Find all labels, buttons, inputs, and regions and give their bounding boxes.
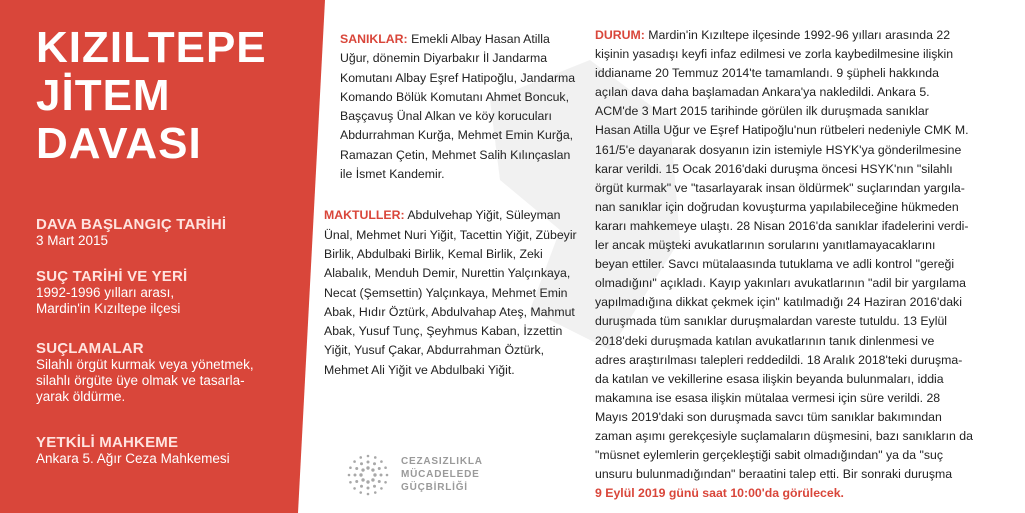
- next-hearing: 9 Eylül 2019 günü saat 10:00'da görülecek.: [595, 486, 844, 501]
- logo-dot: [386, 474, 389, 477]
- title-line: DAVASI: [36, 119, 202, 168]
- logo-dot: [373, 485, 376, 488]
- logo-dot: [354, 474, 357, 477]
- defendants-paragraph: [310, 30, 580, 184]
- victims-text: Abdulvehap Yiğit, Süleyman Ünal, Mehmet Nuri Yiğit, Tacettin Yiğit, Zübeyir Birlik, Abdulbaki Birlik, Kemal Birlik, Zeki Alabalık, Menduh Demir, Nurettin Yalçınkaya, Necat (Şemsettin) Yalçınkaya, Mehmet Emin Abak, Hıdır Öztürk, Abdulvahap Ateş, Mahmut Abak, Yusuf Tunç, Şeyhmus Kaban, İzzettin Yiğit, Yusuf Çakar, Abdurrahman Öztürk, Mehmet Ali Yiğit ve Abdulbaki Yiğit.: [324, 208, 577, 377]
- start-date-block: [36, 216, 306, 249]
- logo-dot: [378, 467, 381, 470]
- status-line: kişinin yasadışı keyfi infaz edilmesi ve zorla kaybedilmesine ilişkin: [595, 47, 954, 62]
- logo-dot: [371, 468, 374, 471]
- status-column: [595, 26, 1015, 503]
- logo-dot: [355, 480, 358, 483]
- crime-value-line: Mardin'in Kızıltepe ilçesi: [36, 301, 181, 316]
- logo-dot: [349, 481, 352, 484]
- next-hearing-line: [595, 484, 1015, 503]
- defendants-label: SANIKLAR:: [340, 32, 408, 46]
- status-line: adres araştırılması talepleri reddedildi. 18 Aralık 2018'teki duruşma-: [595, 352, 963, 367]
- status-line: unsuru bulunmadığından" beraatini talep etti. Bir sonraki duruşma: [595, 467, 953, 482]
- court-block: [36, 434, 306, 467]
- crime-block: [36, 268, 306, 317]
- middle-column: [310, 30, 580, 380]
- logo-dot: [371, 478, 374, 481]
- status-line: duruşmada tüm sanıklar duruşmalardan vareste tutuldu. 13 Eylül: [595, 314, 948, 329]
- logo-text: [401, 455, 483, 494]
- crime-value: [36, 285, 306, 317]
- logo-dot: [367, 455, 370, 458]
- logo-dot: [353, 487, 356, 490]
- logo-dot: [361, 468, 364, 471]
- title-line: JİTEM: [36, 71, 171, 120]
- charges-block: [36, 340, 306, 405]
- logo-dot: [378, 480, 381, 483]
- logo-dot: [367, 461, 370, 464]
- court-label: YETKİLİ MAHKEME: [36, 434, 179, 451]
- status-line: ler ancak müşteki avukatlarının sorularını yanıtlamayacaklarını: [595, 238, 936, 253]
- charges-label: SUÇLAMALAR: [36, 340, 144, 357]
- logo-dot: [355, 467, 358, 470]
- status-line: örgüt kurmak" ve "tasarlayarak insan öldürmek" suçlarından yargıla-: [595, 180, 965, 195]
- logo-dot: [359, 473, 362, 476]
- crime-label: SUÇ TARİHİ VE YERİ: [36, 268, 188, 285]
- status-line: iddianame 20 Temmuz 2014'te tamamlandı. 9 şüpheli hakkında: [595, 66, 939, 81]
- status-line: kararı mahkemeye ulaştı. 28 Nisan 2016'da sanıklar ifadelerini verdi-: [595, 218, 969, 233]
- status-line: Hasan Atilla Uğur ve Eşref Hatipoğlu'nun rütbeleri nedeniyle CMK M.: [595, 123, 969, 138]
- title-line: KIZILTEPE: [36, 23, 267, 72]
- logo-dot: [374, 456, 377, 459]
- status-label: DURUM:: [595, 28, 645, 42]
- crime-value-line: 1992-1996 yılları arası,: [36, 285, 175, 300]
- status-line: [595, 26, 1015, 45]
- logo-dot: [349, 466, 352, 469]
- logo-dot: [353, 460, 356, 463]
- status-lines: [595, 45, 1015, 484]
- dotted-circle-logo-icon: [345, 452, 391, 498]
- logo-line: GÜÇBİRLİĞİ: [401, 482, 468, 493]
- defendants-text: Emekli Albay Hasan Atilla Uğur, dönemin Diyarbakır İl Jandarma Komutanı Albay Eşref Hatipoğlu, Jandarma Komando Bölük Komutanı Ahmet Boncuk, Başçavuş Ünal Alkan ve köy korucuları Abdurrahman Kurğa, Mehmet Emin Kurğa, Ramazan Çetin, Mehmet Salih Kılınçaslan ile İsmet Kandemir.: [340, 32, 576, 182]
- charges-value-line: silahlı örgüte üye olmak ve tasarla-: [36, 373, 245, 388]
- start-date-label: DAVA BAŞLANGIÇ TARİHİ: [36, 216, 227, 233]
- logo-dot: [374, 491, 377, 494]
- status-line: 161/5'e dayanarak dosyanın izin istemiyle HSYK'ya gönderilmesine: [595, 142, 962, 157]
- victims-paragraph: [310, 206, 580, 380]
- logo-dot: [366, 480, 369, 483]
- status-line: zaman aşımı gerekçesiyle suçlamaların düşmesini, bazı sanıkların da: [595, 428, 973, 443]
- charges-value-line: yarak öldürme.: [36, 389, 126, 404]
- logo-line: CEZASIZLIKLA: [401, 456, 483, 467]
- logo: [345, 452, 515, 502]
- status-line: olmadığını" açıkladı. Kayıp yakınları avukatlarının "adil bir yargılama: [595, 276, 966, 291]
- status-line: "müsnet eylemlerin gerçekleştiği sabit olmadığından" ya da "suç: [595, 448, 944, 463]
- logo-dot: [367, 487, 370, 490]
- logo-dot: [380, 460, 383, 463]
- logo-dot: [359, 491, 362, 494]
- status-line: ACM'de 3 Mart 2015 tarihinde görülen ilk duruşmada sanıklar: [595, 104, 929, 119]
- logo-dot: [373, 462, 376, 465]
- logo-dot: [380, 487, 383, 490]
- logo-dot: [366, 466, 369, 469]
- logo-line: MÜCADELEDE: [401, 469, 480, 480]
- logo-dot: [380, 474, 383, 477]
- logo-dot: [373, 473, 376, 476]
- status-line: da katılan ve vekillerine esasa ilişkin beyanda bulunmaları, iddia: [595, 371, 944, 386]
- status-line: 2018'deki duruşmada katılan avukatlarının tanık dinlenmesi ve: [595, 333, 935, 348]
- status-line: açılan dava daha başlamadan Ankara'ya nakledildi. Ankara 5.: [595, 85, 930, 100]
- charges-value-line: Silahlı örgüt kurmak veya yönetmek,: [36, 357, 254, 372]
- page-title: [36, 24, 306, 168]
- logo-dot: [360, 485, 363, 488]
- charges-value: [36, 357, 306, 405]
- status-line: beyan ettiler. Savcı mütalaasında tutuklama ve adli kontrol "gereği: [595, 257, 955, 272]
- logo-dot: [360, 462, 363, 465]
- status-line: Mayıs 2019'daki son duruşmada savcı tüm sanıklar bakımından: [595, 409, 942, 424]
- status-line: makamına ise esasa ilişkin mütalaa vermesi için süre verildi. 28: [595, 390, 941, 405]
- victims-label: MAKTULLER:: [324, 208, 405, 223]
- court-value: Ankara 5. Ağır Ceza Mahkemesi: [36, 451, 230, 466]
- logo-dot: [384, 481, 387, 484]
- logo-dot: [359, 456, 362, 459]
- logo-dot: [361, 478, 364, 481]
- logo-dot: [384, 466, 387, 469]
- status-line: yapılmadığına dikkat çekmek için" katılmadığı 24 Haziran 2016'daki: [595, 295, 962, 310]
- logo-dot: [348, 474, 351, 477]
- status-line: karar verildi. 15 Ocak 2016'daki duruşma öncesi HSYK'nın "silahlı: [595, 161, 953, 176]
- logo-dot: [367, 493, 370, 496]
- status-line: nan sanıklar için doğrudan kovuşturma yapılabileceğine hükmeden: [595, 199, 959, 214]
- status-line-text: Mardin'in Kızıltepe ilçesinde 1992-96 yılları arasında 22: [648, 28, 951, 42]
- start-date-value: 3 Mart 2015: [36, 233, 109, 248]
